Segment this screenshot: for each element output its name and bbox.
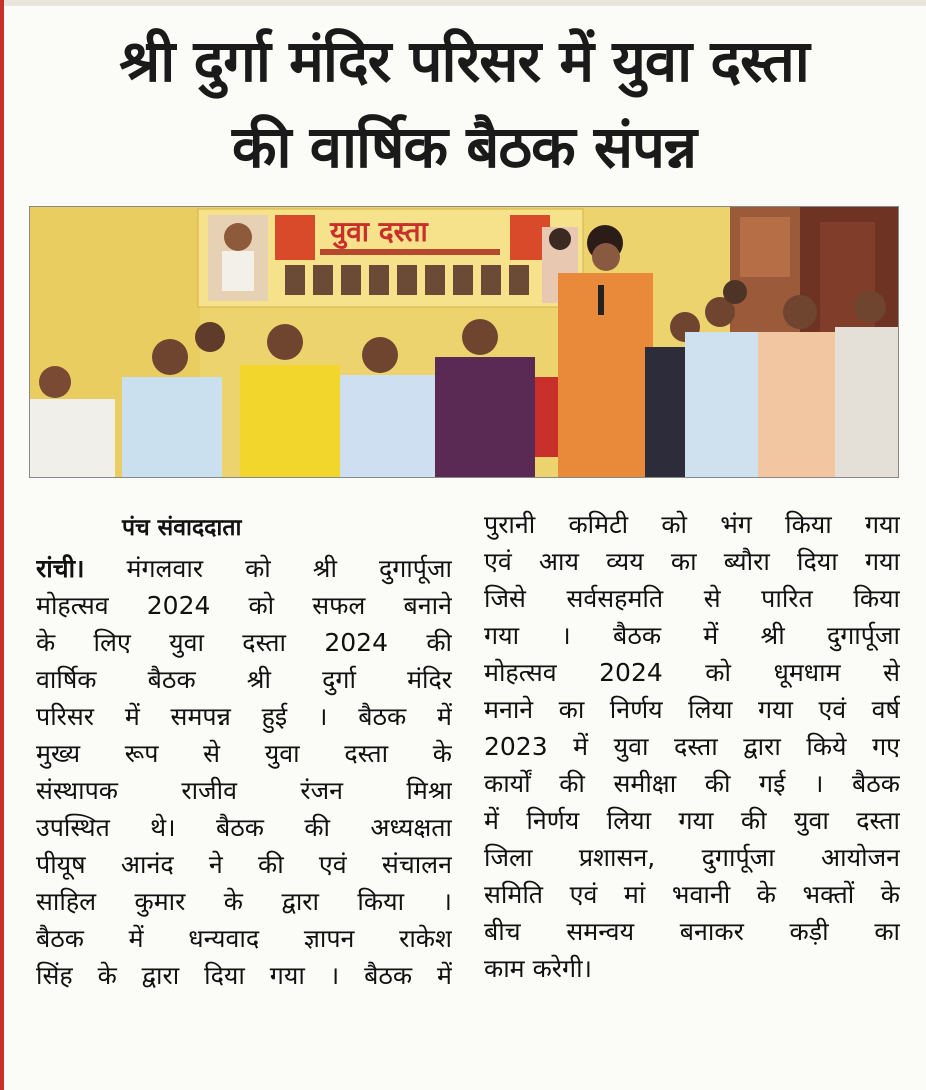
paragraph-line: पीयूष आनंद ने की एवं संचालन (36, 850, 452, 879)
article-body-right-column (484, 506, 900, 987)
paragraph-line: मोहत्सव 2024 को धूमधाम से (484, 658, 900, 687)
headline-line-1: श्री दुर्गा मंदिर परिसर में युवा दस्ता (119, 27, 809, 95)
article-body-left-column (36, 550, 452, 994)
paragraph-line: साहिल कुमार के द्वारा किया । (36, 887, 452, 916)
news-photo (29, 206, 899, 478)
paragraph-line: संस्थापक राजीव रंजन मिश्रा (36, 776, 452, 805)
paragraph-line: समिति एवं मां भवानी के भक्तों के (484, 880, 900, 909)
paragraph-line: के लिए युवा दस्ता 2024 की (36, 628, 452, 657)
paragraph-line: सिंह के द्वारा दिया गया । बैठक में (36, 961, 452, 990)
paragraph-line: काम करेगी। (484, 954, 593, 983)
paragraph-line: गया । बैठक में श्री दुगार्पूजा (484, 621, 900, 650)
paragraph-line: 2023 में युवा दस्ता द्वारा किये गए (484, 732, 900, 761)
paragraph-line: बीच समन्वय बनाकर कड़ी का (484, 917, 900, 946)
byline: पंच संवाददाता (122, 515, 242, 541)
paragraph-line: जिसे सर्वसहमति से पारित किया (484, 584, 900, 613)
paragraph-line (36, 550, 452, 587)
paragraph-line: में निर्णय लिया गया की युवा दस्ता (484, 806, 900, 835)
top-edge (0, 0, 926, 6)
paragraph-line: पुरानी कमिटी को भंग किया गया (484, 510, 900, 539)
paragraph-line: जिला प्रशासन, दुगार्पूजा आयोजन (484, 843, 900, 872)
paragraph-line: उपस्थित थे। बैठक की अध्यक्षता (36, 813, 452, 842)
paragraph-line: बैठक में धन्यवाद ज्ञापन राकेश (36, 924, 452, 953)
paragraph-line: मुख्य रूप से युवा दस्ता के (36, 739, 452, 768)
paragraph-line: वार्षिक बैठक श्री दुर्गा मंदिर (36, 665, 452, 694)
paragraph-line: मनाने का निर्णय लिया गया एवं वर्ष (484, 695, 900, 724)
banner-title: युवा दस्ता (330, 215, 428, 248)
paragraph-line: परिसर में समपन्न हुई । बैठक में (36, 702, 452, 731)
paragraph-line: कार्यों की समीक्षा की गई । बैठक (484, 769, 900, 798)
dateline: रांची। (36, 554, 85, 583)
paragraph-line-text: मंगलवार को श्री दुगार्पूजा (84, 554, 452, 583)
headline-line-2: की वार्षिक बैठक संपन्न (231, 113, 697, 181)
page-left-rule (0, 0, 4, 1090)
headline (16, 18, 912, 190)
paragraph-line: एवं आय व्यय का ब्यौरा दिया गया (484, 547, 900, 576)
paragraph-line: मोहत्सव 2024 को सफल बनाने (36, 591, 452, 620)
